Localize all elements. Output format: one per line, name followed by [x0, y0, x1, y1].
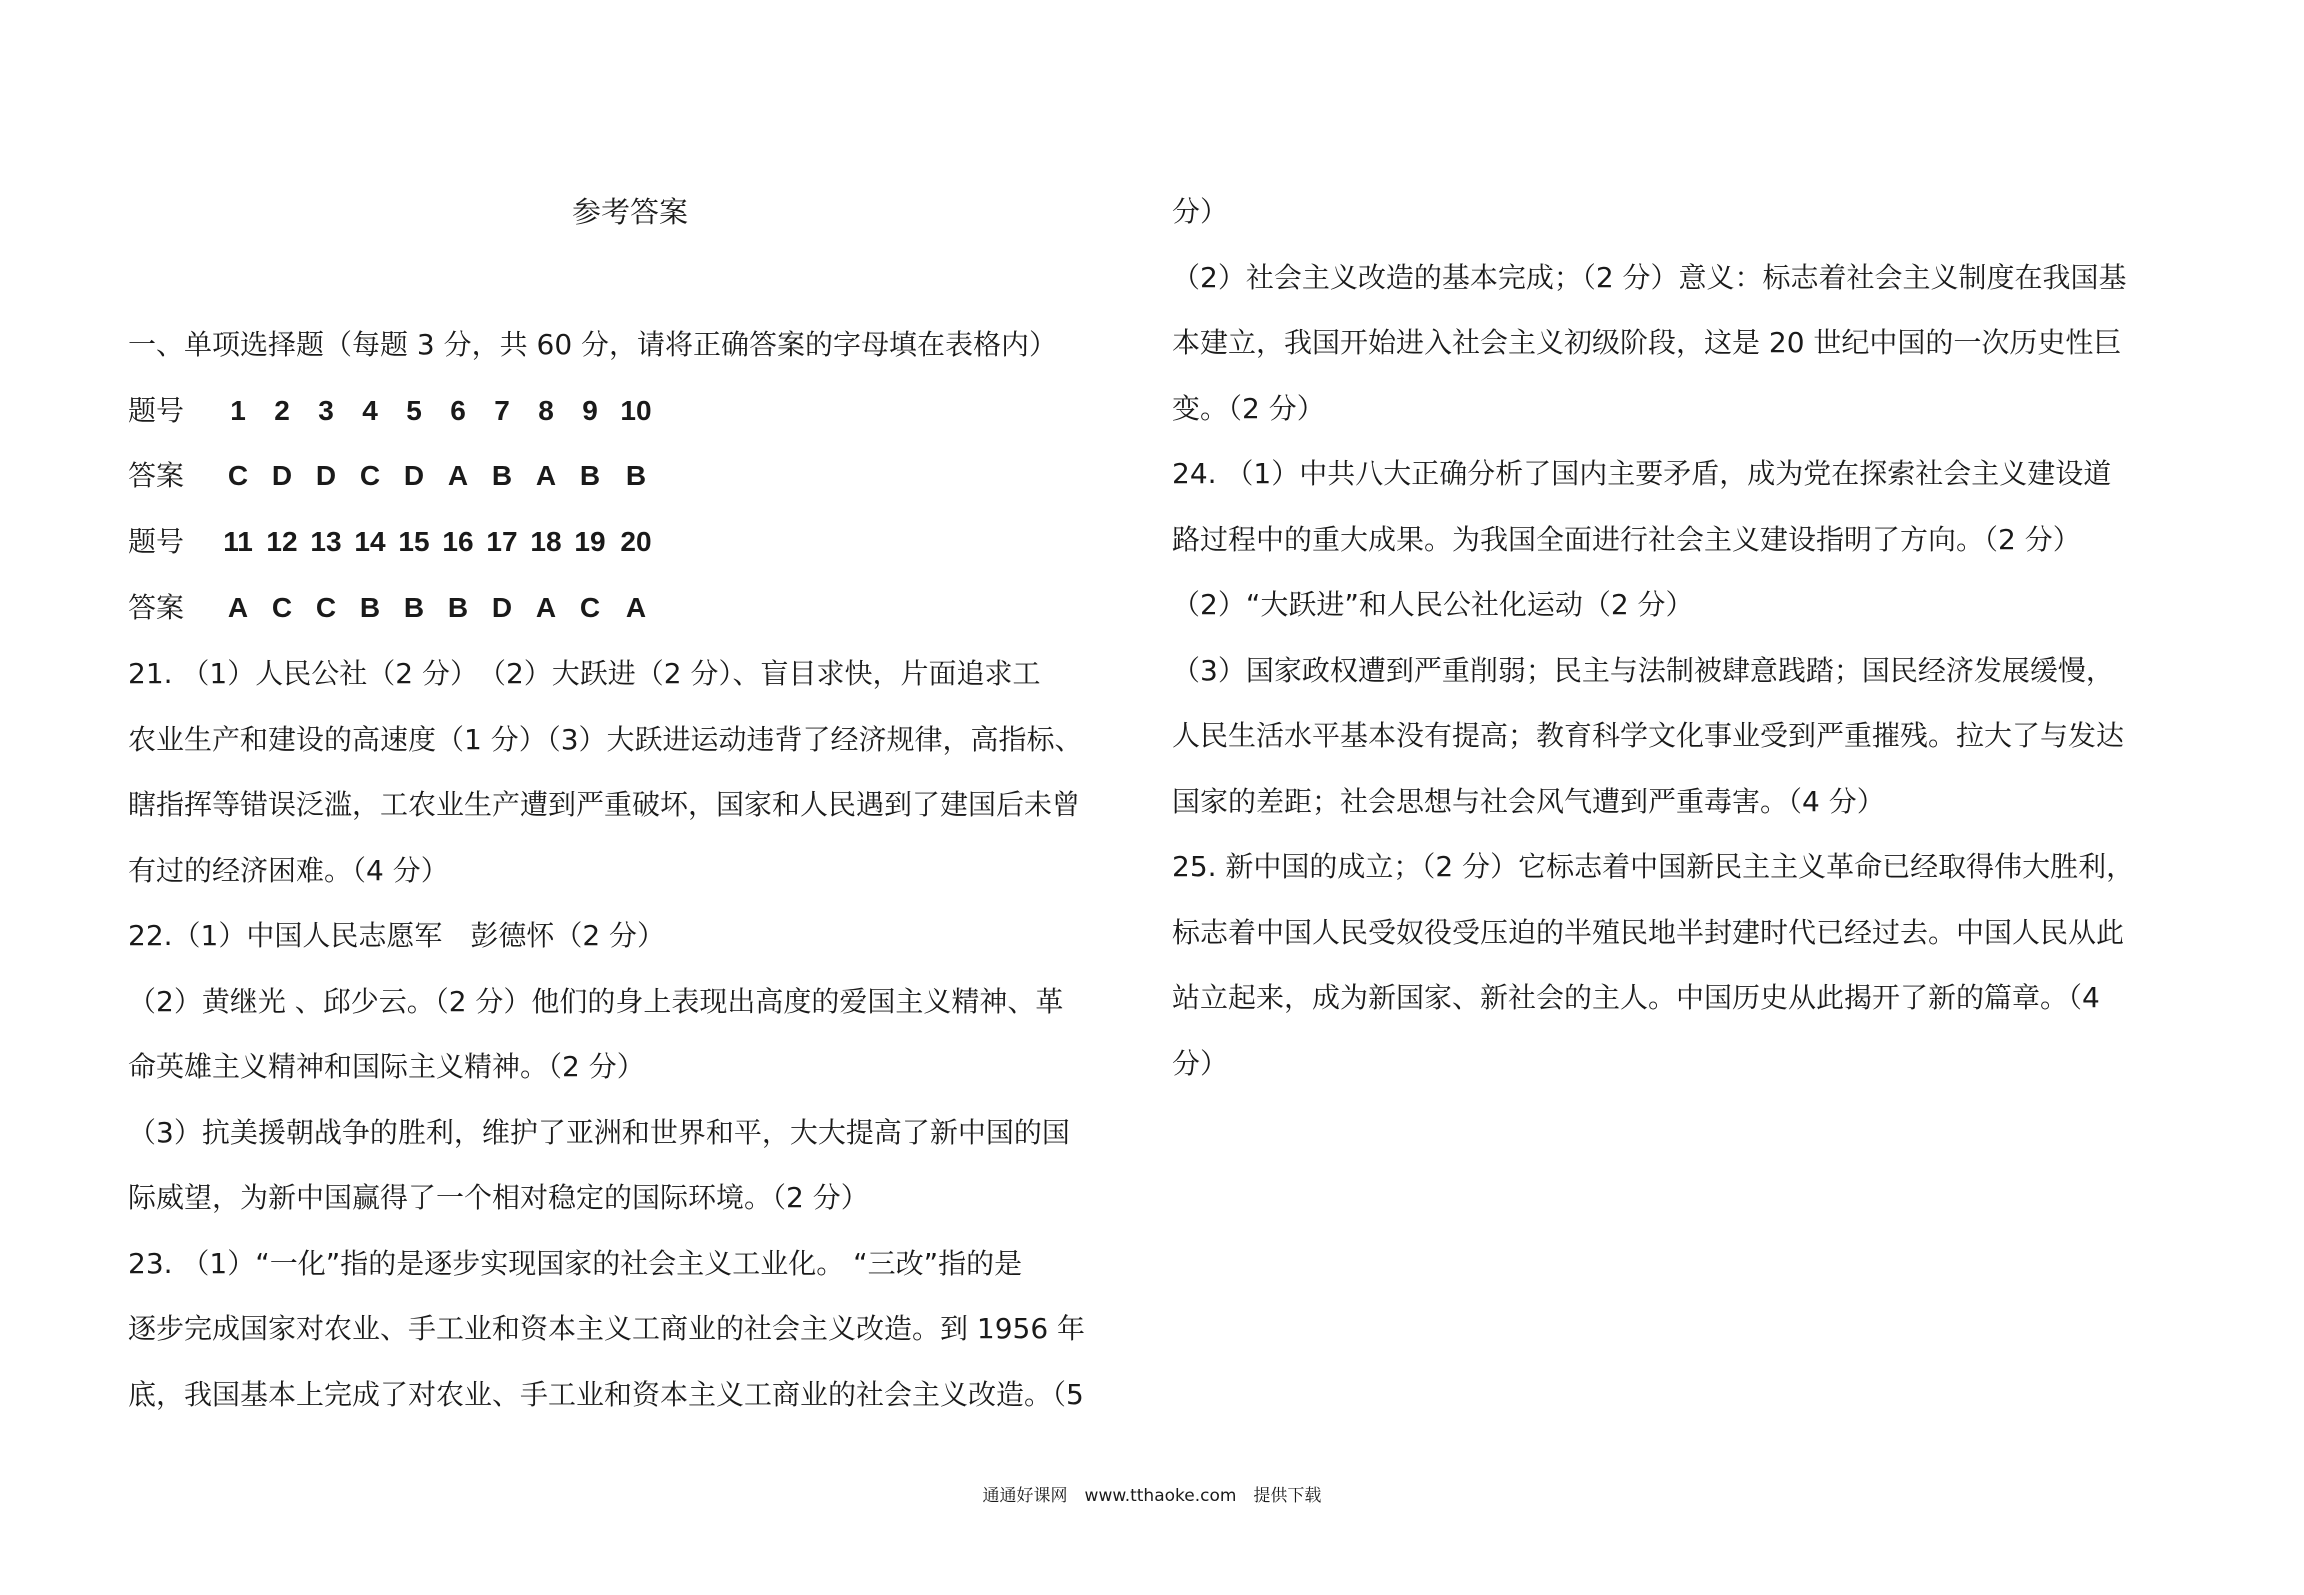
- answer-grid-cell: 4: [362, 395, 378, 426]
- answer-text-line: 农业生产和建设的高速度（1 分）（3）大跃进运动违背了经济规律，高指标、: [128, 723, 1083, 756]
- section-heading: 一、单项选择题（每题 3 分，共 60 分，请将正确答案的字母填在表格内）: [128, 328, 1058, 361]
- answer-text-line: 25. 新中国的成立；（2 分）它标志着中国新民主主义革命已经取得伟大胜利，: [1172, 850, 2135, 883]
- answer-grid-row-label: 答案: [128, 459, 185, 492]
- answer-grid-cell: 12: [266, 526, 298, 557]
- answer-text-line: （2）“大跃进”和人民公社化运动（2 分）: [1172, 588, 1694, 621]
- answer-text-line: 人民生活水平基本没有提高；教育科学文化事业受到严重摧残。拉大了与发达: [1172, 719, 2125, 752]
- answer-grid-cell: A: [535, 592, 557, 623]
- answer-grid-cell: B: [579, 460, 601, 491]
- answer-text-line: 分）: [1172, 195, 1229, 228]
- answer-grid-cell: 1: [230, 395, 246, 426]
- answer-grid-cell: B: [447, 592, 469, 623]
- answer-grid-cell: 11: [223, 526, 253, 557]
- answer-grid-cell: 13: [310, 526, 342, 557]
- answer-grid-cell: A: [625, 592, 647, 623]
- answer-grid-cell: A: [227, 592, 249, 623]
- answer-text-line: 底，我国基本上完成了对农业、手工业和资本主义工商业的社会主义改造。（5: [128, 1378, 1084, 1411]
- answer-grid-cell: A: [447, 460, 469, 491]
- answer-grid-cell: B: [625, 460, 647, 491]
- answer-grid-cell: C: [227, 460, 249, 491]
- answer-grid-cell: 10: [620, 395, 652, 426]
- answer-text-line: 逐步完成国家对农业、手工业和资本主义工商业的社会主义改造。到 1956 年: [128, 1312, 1086, 1345]
- answer-grid-cell: C: [315, 592, 337, 623]
- answer-text-line: 瞎指挥等错误泛滥，工农业生产遭到严重破坏，国家和人民遇到了建国后未曾: [128, 788, 1081, 821]
- answer-grid-cell: C: [359, 460, 381, 491]
- answer-grid-cell: 19: [574, 526, 606, 557]
- answer-text-line: 本建立，我国开始进入社会主义初级阶段，这是 20 世纪中国的一次历史性巨: [1172, 326, 2122, 359]
- answer-grid-cell: B: [403, 592, 425, 623]
- answer-grid-cell: D: [491, 592, 513, 623]
- answer-grid-cell: A: [535, 460, 557, 491]
- answer-text-line: （2）社会主义改造的基本完成；（2 分）意义：标志着社会主义制度在我国基: [1172, 261, 2127, 294]
- answer-text-line: （3）国家政权遭到严重削弱；民主与法制被肆意践踏；国民经济发展缓慢，: [1172, 654, 2114, 687]
- answer-text-line: 变。（2 分）: [1172, 392, 1325, 425]
- answer-grid-cell: 16: [442, 526, 474, 557]
- answer-grid-cell: 17: [486, 526, 518, 557]
- answer-grid-cell: 15: [398, 526, 430, 557]
- answer-grid-cell: 3: [318, 395, 334, 426]
- answer-text-line: （2）黄继光 、邱少云。（2 分）他们的身上表现出高度的爱国主义精神、革: [128, 985, 1064, 1018]
- answer-grid-row-label: 题号: [128, 394, 185, 427]
- answer-grid-row-label: 答案: [128, 591, 185, 624]
- answer-grid-cell: 7: [494, 395, 510, 426]
- answer-grid-cell: D: [315, 460, 337, 491]
- answer-grid-cell: 5: [406, 395, 422, 426]
- answer-text-line: 有过的经济困难。（4 分）: [128, 854, 449, 887]
- answer-text-line: 24. （1）中共八大正确分析了国内主要矛盾，成为党在探索社会主义建设道: [1172, 457, 2112, 490]
- answer-text-line: 22.（1）中国人民志愿军 彭德怀（2 分）: [128, 919, 666, 952]
- answer-grid-cell: 6: [450, 395, 466, 426]
- answer-grid-cell: 8: [538, 395, 554, 426]
- answer-grid-row: [128, 456, 660, 496]
- answer-text-line: 际威望，为新中国赢得了一个相对稳定的国际环境。（2 分）: [128, 1181, 869, 1214]
- answer-grid-cell: B: [491, 460, 513, 491]
- page-title: 参考答案: [572, 195, 689, 229]
- answer-grid-cell: D: [271, 460, 293, 491]
- answer-text-line: 23. （1）“一化”指的是逐步实现国家的社会主义工业化。 “三改”指的是: [128, 1247, 1023, 1280]
- answer-grid-row-label: 题号: [128, 525, 185, 558]
- answer-grid-cell: 20: [620, 526, 652, 557]
- answer-grid-cell: C: [579, 592, 601, 623]
- answer-text-line: 国家的差距；社会思想与社会风气遭到严重毒害。（4 分）: [1172, 785, 1885, 818]
- answer-grid-row: [128, 391, 660, 431]
- page-footer: 通通好课网 www.tthaoke.com 提供下载: [982, 1486, 1322, 1506]
- answer-text-line: 路过程中的重大成果。为我国全面进行社会主义建设指明了方向。（2 分）: [1172, 523, 2081, 556]
- answer-text-line: （3）抗美援朝战争的胜利，维护了亚洲和世界和平，大大提高了新中国的国: [128, 1116, 1070, 1149]
- answer-grid-cell: 2: [274, 395, 290, 426]
- answer-grid-cell: 9: [582, 395, 598, 426]
- answer-grid-cell: C: [271, 592, 293, 623]
- answer-grid-cell: 18: [530, 526, 562, 557]
- answer-grid-cell: D: [403, 460, 425, 491]
- answer-text-line: 21. （1）人民公社（2 分） （2）大跃进（2 分）、盲目求快，片面追求工: [128, 657, 1041, 690]
- answer-text-line: 标志着中国人民受奴役受压迫的半殖民地半封建时代已经过去。中国人民从此: [1172, 916, 2125, 949]
- answer-text-line: 命英雄主义精神和国际主义精神。（2 分）: [128, 1050, 645, 1083]
- answer-text-line: 站立起来，成为新国家、新社会的主人。中国历史从此揭开了新的篇章。（4: [1172, 981, 2100, 1014]
- answer-text-line: 分）: [1172, 1047, 1229, 1080]
- answer-grid-row: [128, 522, 660, 562]
- answer-grid-row: [128, 588, 660, 628]
- answer-grid-cell: B: [359, 592, 381, 623]
- answer-grid-cell: 14: [354, 526, 386, 557]
